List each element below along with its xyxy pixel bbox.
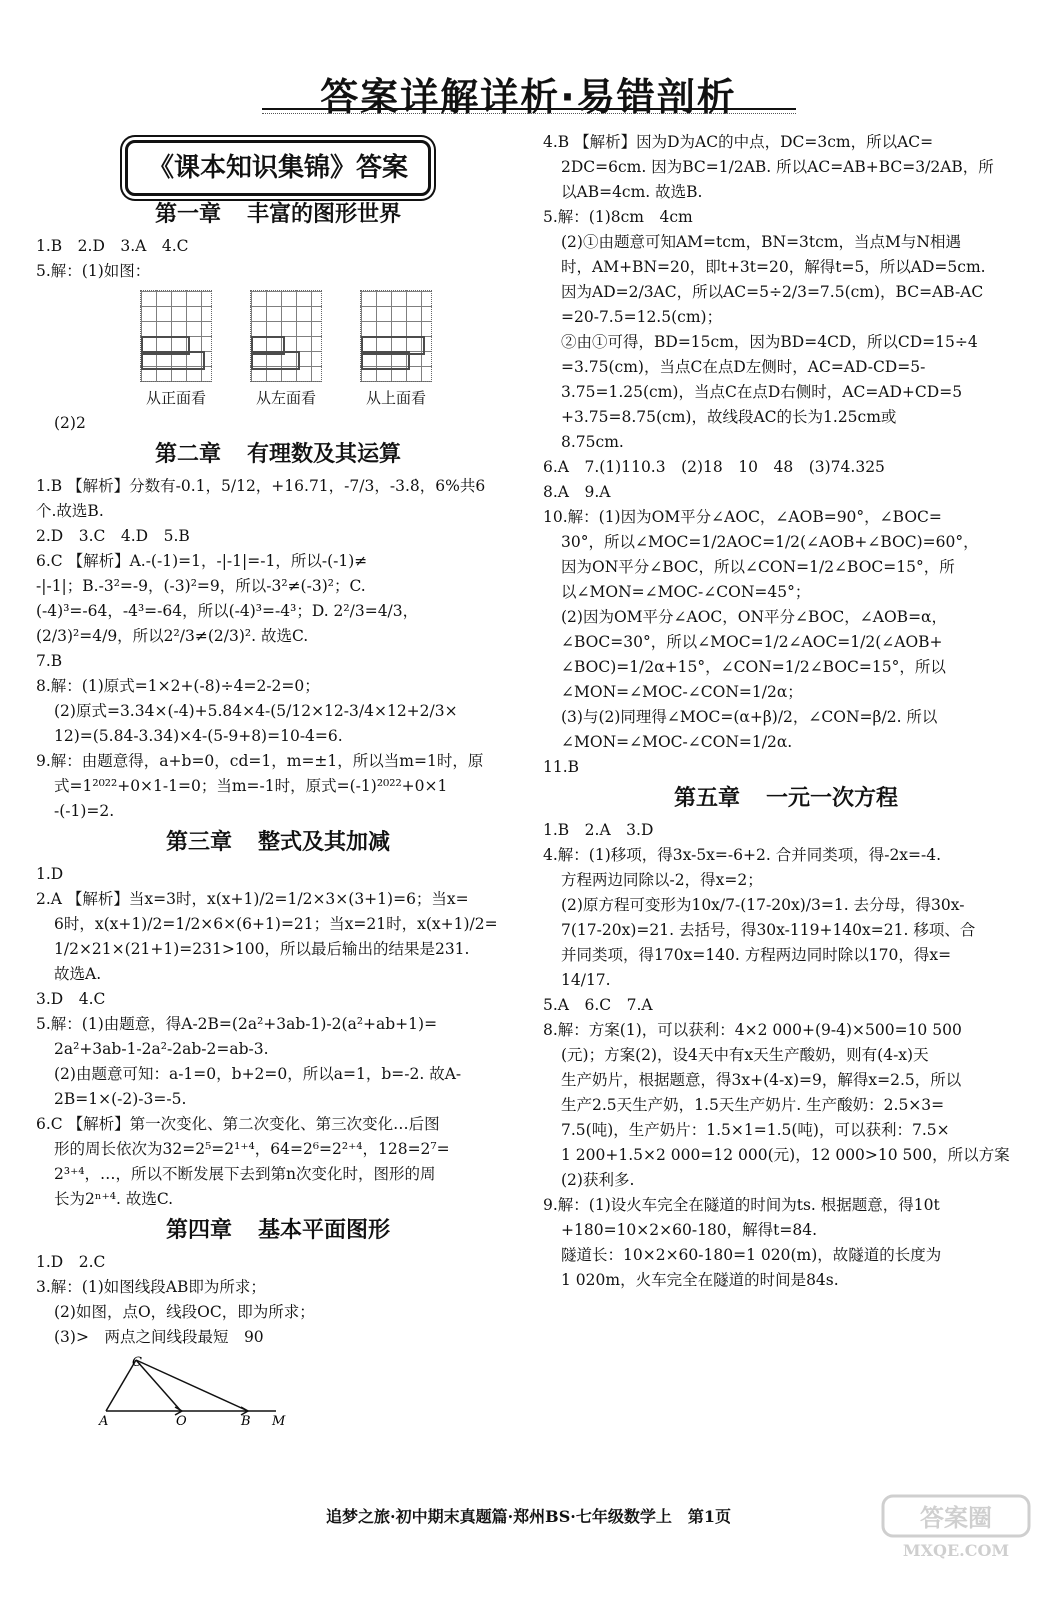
watermark-logo <box>881 1494 1031 1564</box>
answer-line: 6.C 【解析】A.-(-1)=1，-|-1|=-1，所以-(-1)≠ <box>36 552 368 570</box>
point-label: A <box>99 1414 109 1426</box>
answer-line: 4.解：(1)移项，得3x-5x=-6+2. 合并同类项，得-2x=-4. <box>543 846 942 864</box>
answer-line: 形的周长依次为32=2⁵=2¹⁺⁴，64=2⁶=2²⁺⁴，128=2⁷= <box>54 1140 450 1158</box>
answer-line: (3)与(2)同理得∠MOC=(α+β)/2，∠CON=β/2. 所以 <box>561 708 938 726</box>
answer-line: +180=10×2×60-180，解得t=84. <box>561 1221 818 1239</box>
answer-line: 隧道长：10×2×60-180=1 020(m)，故隧道的长度为 <box>561 1246 942 1264</box>
answer-line: (元)；方案(2)，设4天中有x天生产酸奶，则有(4-x)天 <box>561 1046 929 1064</box>
answer-line: (2)原式=3.34×(-4)+5.84×4-(5/12×12-3/4×12+2/3× <box>54 702 458 720</box>
chapter-name: 有理数及其运算 <box>247 442 402 467</box>
answer-line: 时，AM+BN=20，即t+3t=20，解得t=5，所以AD=5cm. <box>561 258 986 276</box>
point-label: C <box>132 1356 142 1370</box>
chapter-1-title <box>36 198 520 232</box>
title-rule <box>262 108 796 110</box>
chapter-name: 一元一次方程 <box>766 786 899 811</box>
answer-line: (2)因为OM平分∠AOC，ON平分∠BOC，∠AOB=α， <box>561 608 948 626</box>
answer-line: (2)原方程可变形为10x/7-(17-20x)/3=1. 去分母，得30x- <box>561 896 965 914</box>
section-box-title: 《课本知识集锦》答案 <box>125 140 431 196</box>
view-label: 从上面看 <box>365 389 426 407</box>
answer-line: 14/17. <box>561 971 611 989</box>
page-footer: 追梦之旅·初中期末真题篇·郑州BS·七年级数学上 第1页 <box>326 1507 731 1526</box>
answer-line: 9.解：(1)设火车完全在隧道的时间为ts. 根据题意，得10t <box>543 1196 940 1214</box>
view-label: 从左面看 <box>255 389 316 407</box>
answer-line: ∠MON=∠MOC-∠CON=1/2α. <box>561 733 793 751</box>
answer-line: 2a²+3ab-1-2a²-2ab-2=ab-3. <box>54 1040 269 1058</box>
answer-line: 7.5(吨)，生产奶片：1.5×1=1.5(吨)，可以获利：7.5× <box>561 1121 950 1139</box>
answer-line: ∠MON=∠MOC-∠CON=1/2α； <box>561 683 803 701</box>
answer-line: 5.A 6.C 7.A <box>543 996 653 1014</box>
answer-line: 个.故选B. <box>36 502 104 520</box>
page-title: 答案详解详析·易错剖析 <box>320 75 737 119</box>
point-label: B <box>241 1414 251 1426</box>
grid-front <box>140 290 212 382</box>
front-view <box>140 290 212 411</box>
answer-line: 长为2ⁿ⁺⁴. 故选C. <box>54 1190 174 1208</box>
block <box>361 351 410 370</box>
answer-line: 1.D 2.C <box>36 1253 106 1271</box>
answer-line: 1/2×21×(21+1)=231>100，所以最后输出的结果是231. <box>54 940 470 958</box>
answer-line: 7.B <box>36 652 63 670</box>
chapter-4-title <box>36 1214 520 1248</box>
chapter-3-title <box>36 826 520 860</box>
answer-line: 6.C 【解析】第一次变化、第二次变化、第三次变化…后图 <box>36 1115 440 1133</box>
answer-line: 方程两边同除以-2，得x=2； <box>561 871 763 889</box>
answer-line: (2)如图，点O，线段OC，即为所求； <box>54 1303 315 1321</box>
answer-line: -(-1)=2. <box>54 802 115 820</box>
answer-line: =3.75(cm)，当点C在点D左侧时，AC=AD-CD=5- <box>561 358 926 376</box>
block <box>251 351 300 370</box>
answer-line: 12)=(5.84-3.34)×4-(5-9+8)=10-4=6. <box>54 727 343 745</box>
answer-line: 8.A 9.A <box>543 483 611 501</box>
answer-line: 9.解：由题意得，a+b=0，cd=1，m=±1，所以当m=1时，原 <box>36 752 484 770</box>
answer-line: 以AB=4cm. 故选B. <box>561 183 703 201</box>
answer-line: 1.B 2.D 3.A 4.C <box>36 237 189 255</box>
segment-co <box>136 1360 181 1411</box>
answer-line: 4.B 【解析】因为D为AC的中点，DC=3cm，所以AC= <box>543 133 934 151</box>
chapter-number: 第一章 <box>154 202 221 227</box>
answer-line: 2.A 【解析】当x=3时，x(x+1)/2=1/2×3×(3+1)=6；当x= <box>36 890 469 908</box>
answer-line: 11.B <box>543 758 580 776</box>
point-label: M <box>272 1414 286 1426</box>
answer-line: =20-7.5=12.5(cm)； <box>561 308 723 326</box>
answer-line: 5.解：(1)如图： <box>36 262 151 280</box>
segment-cb <box>136 1360 248 1411</box>
answer-line: 2³⁺⁴，…，所以不断发展下去到第n次变化时，图形的周 <box>54 1165 436 1183</box>
answer-line: +3.75=8.75(cm)，故线段AC的长为1.25cm或 <box>561 408 897 426</box>
answer-line: 2.D 3.C 4.D 5.B <box>36 527 190 545</box>
answer-line: 6.A 7.(1)110.3 (2)18 10 48 (3)74.325 <box>543 458 885 476</box>
block <box>141 351 205 370</box>
answer-line: 10.解：(1)因为OM平分∠AOC，∠AOB=90°，∠BOC= <box>543 508 942 526</box>
title-rule-dotted <box>262 113 796 114</box>
answer-line: 30°，所以∠MOC=1/2AOC=1/2(∠AOB+∠BOC)=60°， <box>561 533 979 551</box>
answer-line: (2)2 <box>54 414 86 432</box>
answer-line: 6时，x(x+1)/2=1/2×6×(6+1)=21；当x=21时，x(x+1)/2= <box>54 915 498 933</box>
chapter-number: 第二章 <box>154 442 221 467</box>
view-label: 从正面看 <box>145 389 206 407</box>
grid-left <box>250 290 322 382</box>
left-view <box>250 290 322 411</box>
answer-line: 因为AD=2/3AC，所以AC=5÷2/3=7.5(cm)，BC=AB-AC <box>561 283 984 301</box>
answer-line: (2)获利多. <box>561 1171 635 1189</box>
chapter-number: 第四章 <box>165 1218 232 1243</box>
answer-line: (2)①由题意可知AM=tcm，BN=3tcm，当点M与N相遇 <box>561 233 961 251</box>
answer-line: 2B=1×(-2)-3=-5. <box>54 1090 187 1108</box>
geometry-figure <box>96 1356 296 1426</box>
point-label: O <box>176 1414 187 1426</box>
answer-line: 并同类项，得170x=140. 方程两边同时除以170，得x= <box>561 946 952 964</box>
chapter-number: 第五章 <box>673 786 740 811</box>
answer-line: 2DC=6cm. 因为BC=1/2AB. 所以AC=AB+BC=3/2AB，所 <box>561 158 994 176</box>
chapter-name: 丰富的图形世界 <box>247 202 402 227</box>
answer-line: 因为ON平分∠BOC，所以∠CON=1/2∠BOC=15°，所 <box>561 558 955 576</box>
answer-line: 8.解：方案(1)，可以获利：4×2 000+(9-4)×500=10 500 <box>543 1021 962 1039</box>
answer-line: 1 020m，火车完全在隧道的时间是84s. <box>561 1271 839 1289</box>
answer-line: 8.75cm. <box>561 433 624 451</box>
left-column <box>36 130 520 1434</box>
answer-line: 1.B 2.A 3.D <box>543 821 654 839</box>
answer-line: 3.75=1.25(cm)，当点C在点D右侧时，AC=AD+CD=5 <box>561 383 963 401</box>
answer-line: (-4)³=-64，-4³=-64，所以(-4)³=-4³；D. 2²/3=4/3， <box>36 602 419 620</box>
answer-line: 5.解：(1)8cm 4cm <box>543 208 693 226</box>
chapter-name: 整式及其加减 <box>258 830 391 855</box>
top-view <box>360 290 432 411</box>
answer-line: 1.B 【解析】分数有-0.1，5/12，+16.71，-7/3，-3.8̇，6%共6 <box>36 477 486 495</box>
answer-line: ∠BOC=30°，所以∠MOC=1/2∠AOC=1/2(∠AOB+ <box>561 633 943 651</box>
svg-text:MXQE.COM: MXQE.COM <box>902 1541 1010 1560</box>
answer-line: ∠BOC)=1/2α+15°，∠CON=1/2∠BOC=15°，所以 <box>561 658 946 676</box>
answer-line: 式=1²⁰²²+0×1-1=0；当m=-1时，原式=(-1)²⁰²²+0×1 <box>54 777 448 795</box>
answer-line: 1 200+1.5×2 000=12 000(元)，12 000>10 500，所以方案 <box>561 1146 1010 1164</box>
chapter-name: 基本平面图形 <box>258 1218 391 1243</box>
answer-line: 7(17-20x)=21. 去括号，得30x-119+140x=21. 移项、合 <box>561 921 976 939</box>
answer-line: 3.D 4.C <box>36 990 106 1008</box>
answer-line: 生产2.5天生产奶，1.5天生产奶片. 生产酸奶：2.5×3= <box>561 1096 945 1114</box>
right-column <box>543 130 1029 1293</box>
answer-line: (3)> 两点之间线段最短 90 <box>54 1328 264 1346</box>
chapter-number: 第三章 <box>165 830 232 855</box>
three-views-figure <box>36 290 520 411</box>
answer-line: -|-1|；B.-3²=-9，(-3)²=9，所以-3²≠(-3)²；C. <box>36 577 366 595</box>
chapter-2-title <box>36 438 520 472</box>
answer-line: 8.解：(1)原式=1×2+(-8)÷4=2-2=0； <box>36 677 320 695</box>
answer-line: 生产奶片，根据题意，得3x+(4-x)=9，解得x=2.5，所以 <box>561 1071 962 1089</box>
answer-line: (2/3)²=4/9，所以2²/3≠(2/3)². 故选C. <box>36 627 309 645</box>
svg-text:答案圈: 答案圈 <box>920 1503 992 1532</box>
answer-line: 3.解：(1)如图线段AB即为所求； <box>36 1278 266 1296</box>
answer-line: ②由①可得，BD=15cm，因为BD=4CD，所以CD=15÷4 <box>561 333 978 351</box>
grid-top <box>360 290 432 382</box>
answer-line: 以∠MON=∠MOC-∠CON=45°； <box>561 583 811 601</box>
answer-line: 5.解：(1)由题意，得A-2B=(2a²+3ab-1)-2(a²+ab+1)= <box>36 1015 438 1033</box>
answer-line: 1.D <box>36 865 64 883</box>
chapter-5-title <box>543 782 1029 816</box>
answer-line: 故选A. <box>54 965 102 983</box>
answer-line: (2)由题意可知：a-1=0，b+2=0，所以a=1，b=-2. 故A- <box>54 1065 462 1083</box>
